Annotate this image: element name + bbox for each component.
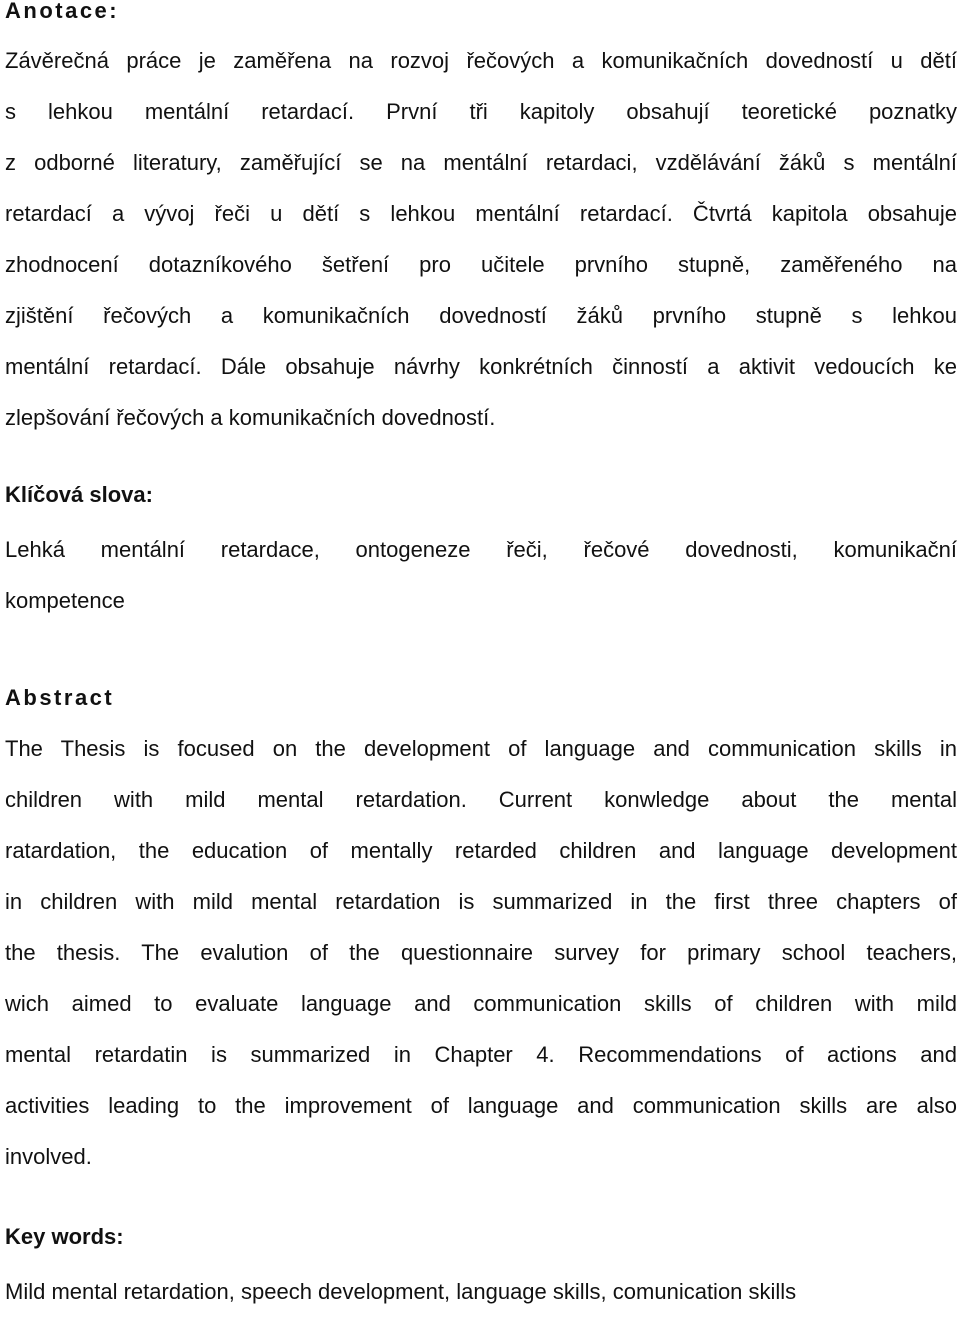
anotace-line: s lehkou mentální retardací. První tři kapitoly obsahují teoretické poznatky [5, 99, 957, 124]
anotace-line: zlepšování řečových a komunikačních dovedností. [5, 405, 496, 430]
abstract-heading: Abstract [5, 685, 115, 710]
abstract-line: wich aimed to evaluate language and communication skills of children with mild [5, 991, 957, 1016]
klicova-slova-paragraph [5, 524, 957, 626]
klicova-slova-line: Lehká mentální retardace, ontogeneze řeči, řečové dovednosti, komunikační [5, 537, 957, 562]
klicova-slova-line: kompetence [5, 588, 125, 613]
anotace-line: retardací a vývoj řeči u dětí s lehkou mentální retardací. Čtvrtá kapitola obsahuje [5, 201, 957, 226]
anotace-paragraph [5, 35, 957, 443]
abstract-line: The Thesis is focused on the development of language and communication skills in [5, 736, 957, 761]
anotace-line: zjištění řečových a komunikačních dovedností žáků prvního stupně s lehkou [5, 303, 957, 328]
abstract-line: mental retardatin is summarized in Chapter 4. Recommendations of actions and [5, 1042, 957, 1067]
abstract-line: activities leading to the improvement of language and communication skills are also [5, 1093, 957, 1118]
key-words-line: Mild mental retardation, speech development, language skills, comunication skills [5, 1279, 797, 1304]
key-words-paragraph [5, 1266, 957, 1317]
anotace-line: zhodnocení dotazníkového šetření pro učitele prvního stupně, zaměřeného na [5, 252, 957, 277]
abstract-paragraph [5, 723, 957, 1182]
anotace-line: z odborné literatury, zaměřující se na mentální retardaci, vzdělávání žáků s mentální [5, 150, 957, 175]
key-words-heading: Key words: [5, 1224, 124, 1249]
anotace-heading: Anotace: [5, 0, 120, 23]
abstract-line: children with mild mental retardation. Current konwledge about the mental [5, 787, 957, 812]
abstract-line: in children with mild mental retardation is summarized in the first three chapters of [5, 889, 957, 914]
abstract-line: ratardation, the education of mentally retarded children and language development [5, 838, 957, 863]
anotace-line: Závěrečná práce je zaměřena na rozvoj řečových a komunikačních dovedností u dětí [5, 48, 957, 73]
abstract-line: involved. [5, 1144, 92, 1169]
anotace-line: mentální retardací. Dále obsahuje návrhy konkrétních činností a aktivit vedoucích ke [5, 354, 957, 379]
abstract-line: the thesis. The evalution of the questionnaire survey for primary school teachers, [5, 940, 957, 965]
klicova-slova-heading: Klíčová slova: [5, 482, 153, 507]
